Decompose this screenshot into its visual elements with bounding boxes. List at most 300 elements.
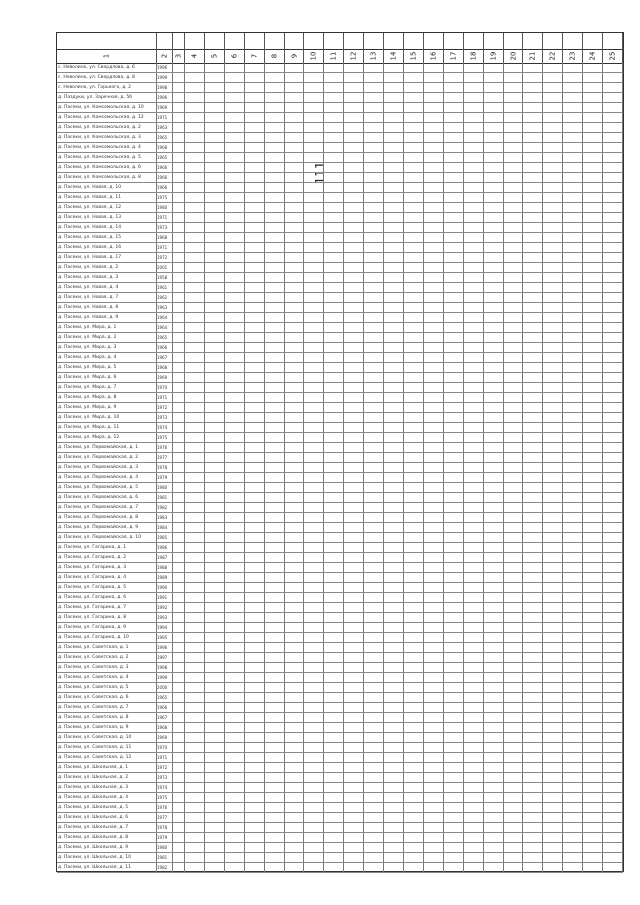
address-cell: д. Пасеки, ул. Советская, д. 7 [57,703,157,712]
table-cell [523,603,543,612]
table-cell [225,533,245,542]
table-cell [504,213,524,222]
table-cell [364,733,384,742]
year-cell: 1981 [157,493,173,502]
table-cell [523,593,543,602]
table-cell [404,383,424,392]
table-cell [185,673,205,682]
table-cell [225,373,245,382]
table-cell [404,293,424,302]
column-number [245,49,265,63]
table-cell [504,163,524,172]
table-cell [583,153,603,162]
table-cell [265,763,285,772]
table-cell [464,453,484,462]
table-cell [563,583,583,592]
year-cell: 1971 [157,393,173,402]
table-cell [304,413,324,422]
year-cell: 1981 [157,853,173,862]
table-cell [464,583,484,592]
table-cell [173,763,185,772]
table-cell [603,113,623,122]
table-cell [205,703,225,712]
address-cell: д. Пасеки, ул. Мира, д. 5 [57,363,157,372]
table-cell [484,543,504,552]
table-cell [464,703,484,712]
table-cell [523,273,543,282]
table-cell [225,413,245,422]
table-cell [304,83,324,92]
table-cell [324,863,344,872]
table-cell [504,613,524,622]
table-cell [344,463,364,472]
table-cell [543,703,563,712]
table-cell [245,153,265,162]
table-cell [484,293,504,302]
table-cell [265,313,285,322]
table-cell [583,813,603,822]
table-cell [484,423,504,432]
table-cell [205,513,225,522]
table-cell [583,453,603,462]
column-number-label: 21 [528,51,537,61]
table-cell [504,493,524,502]
table-cell [364,633,384,642]
table-cell [384,423,404,432]
table-cell [523,413,543,422]
address-cell: д. Пасеки, ул. Мира, д. 9 [57,403,157,412]
table-cell [304,503,324,512]
table-cell [444,573,464,582]
table-cell [484,513,504,522]
table-cell [464,553,484,562]
table-cell [563,73,583,82]
table-cell [364,183,384,192]
table-cell [344,613,364,622]
table-cell [344,203,364,212]
table-cell [583,513,603,522]
table-cell [444,413,464,422]
table-cell [324,523,344,532]
table-cell [484,113,504,122]
table-cell [523,233,543,242]
table-cell [484,793,504,802]
table-cell [424,103,444,112]
table-cell [185,643,205,652]
table-row [57,113,623,123]
table-cell [304,603,324,612]
table-cell [484,533,504,542]
table-cell [173,73,185,82]
address-cell: д. Пасеки, ул. Советская, д. 1 [57,643,157,652]
table-cell [185,383,205,392]
table-cell [364,83,384,92]
table-cell [245,133,265,142]
table-cell [205,443,225,452]
table-cell [563,533,583,542]
table-cell [543,143,563,152]
table-cell [173,803,185,812]
table-cell [324,683,344,692]
table-cell [364,283,384,292]
year-cell: 1978 [157,823,173,832]
table-cell [285,463,305,472]
table-cell [384,643,404,652]
table-cell [484,323,504,332]
table-cell [464,393,484,402]
table-cell [205,653,225,662]
table-cell [364,303,384,312]
table-cell [603,313,623,322]
table-cell [173,173,185,182]
table-cell [603,383,623,392]
table-cell [225,123,245,132]
table-cell [424,503,444,512]
table-cell [543,583,563,592]
table-cell [464,273,484,282]
table-cell [603,653,623,662]
table-cell [444,443,464,452]
table-cell [245,783,265,792]
address-cell: д. Пасеки, ул. Новая, д. 9 [57,313,157,322]
table-cell [384,533,404,542]
table-cell [384,833,404,842]
table-cell [523,193,543,202]
table-cell [543,563,563,572]
table-row [57,713,623,723]
table-cell [384,223,404,232]
table-cell [484,333,504,342]
address-cell: д. Пасеки, ул. Школьная, д. 5 [57,803,157,812]
table-cell [384,603,404,612]
table-cell [344,743,364,752]
table-cell [384,73,404,82]
table-cell [245,703,265,712]
table-cell [504,373,524,382]
table-cell [384,583,404,592]
table-cell [304,233,324,242]
table-cell [285,83,305,92]
table-cell [225,683,245,692]
table-cell [464,833,484,842]
table-cell [484,273,504,282]
table-cell [523,793,543,802]
table-cell [583,323,603,332]
table-cell [424,353,444,362]
year-cell: 1978 [157,463,173,472]
table-cell [444,773,464,782]
table-cell [344,223,364,232]
table-cell [324,503,344,512]
table-cell [384,523,404,532]
table-cell [185,333,205,342]
table-cell [583,863,603,872]
table-cell [583,303,603,312]
table-cell [285,143,305,152]
table-cell [344,313,364,322]
table-cell [563,453,583,462]
table-cell [265,93,285,102]
year-cell: 1979 [157,833,173,842]
table-cell [563,183,583,192]
year-cell: 1992 [157,603,173,612]
table-cell [285,713,305,722]
table-cell [583,433,603,442]
address-cell: д. Пасеки, ул. Новая, д. 16 [57,243,157,252]
table-cell [245,223,265,232]
table-cell [603,213,623,222]
table-cell [504,233,524,242]
table-row [57,513,623,523]
table-cell [265,203,285,212]
table-cell [173,483,185,492]
table-cell [523,253,543,262]
table-cell [464,573,484,582]
table-cell [563,833,583,842]
table-cell [603,853,623,862]
table-cell [304,703,324,712]
table-row [57,553,623,563]
table-cell [225,843,245,852]
table-cell [185,723,205,732]
table-cell [285,523,305,532]
table-cell [543,683,563,692]
table-cell [173,123,185,132]
table-row [57,193,623,203]
table-cell [543,663,563,672]
table-cell [304,573,324,582]
table-cell [344,333,364,342]
table-cell [444,323,464,332]
table-cell [185,653,205,662]
table-cell [205,83,225,92]
table-cell [185,123,205,132]
table-cell [543,773,563,782]
table-cell [464,323,484,332]
table-cell [404,643,424,652]
year-cell: 1966 [157,703,173,712]
table-cell [185,473,205,482]
year-cell: 1970 [157,383,173,392]
table-cell [225,143,245,152]
table-cell [185,583,205,592]
table-cell [464,253,484,262]
table-cell [464,103,484,112]
table-cell [504,523,524,532]
table-cell [265,323,285,332]
table-cell [344,323,364,332]
table-cell [285,543,305,552]
address-cell: д. Пасеки, ул. Комсомольская, д. 6 [57,163,157,172]
table-cell [444,243,464,252]
table-cell [225,733,245,742]
table-cell [543,243,563,252]
table-cell [563,593,583,602]
table-cell [404,453,424,462]
table-cell [364,193,384,202]
table-cell [285,333,305,342]
table-cell [285,103,305,112]
table-cell [603,753,623,762]
table-cell [384,203,404,212]
table-cell [444,253,464,262]
table-cell [185,803,205,812]
table-cell [364,553,384,562]
table-cell [185,683,205,692]
table-cell [424,123,444,132]
table-cell [583,213,603,222]
table-cell [484,483,504,492]
table-cell [225,453,245,462]
table-cell [563,603,583,612]
table-cell [444,493,464,502]
table-cell [173,223,185,232]
table-cell [324,203,344,212]
table-cell [484,473,504,482]
address-cell: д. Пасеки, ул. Первомайская, д. 2 [57,453,157,462]
table-cell [603,583,623,592]
table-cell [185,153,205,162]
table-cell [504,73,524,82]
table-cell [464,863,484,872]
table-cell [185,513,205,522]
table-row [57,503,623,513]
table-row [57,443,623,453]
table-cell [364,653,384,662]
year-cell: 1972 [157,253,173,262]
table-cell [285,563,305,572]
table-cell [523,283,543,292]
table-cell [265,483,285,492]
table-cell [225,813,245,822]
table-cell [543,733,563,742]
table-cell [173,443,185,452]
table-cell [285,533,305,542]
table-cell [583,703,603,712]
table-cell [324,103,344,112]
table-cell [205,453,225,462]
table-cell [484,863,504,872]
table-cell [484,663,504,672]
address-cell: д. Пасеки, ул. Первомайская, д. 4 [57,473,157,482]
column-number-label: 13 [369,51,378,61]
table-cell [583,123,603,132]
table-cell [245,423,265,432]
table-cell [344,293,364,302]
table-cell [265,843,285,852]
table-cell [543,413,563,422]
table-cell [583,163,603,172]
table-cell [464,183,484,192]
table-row [57,393,623,403]
table-cell [364,563,384,572]
table-cell [225,603,245,612]
address-cell: д. Пасеки, ул. Первомайская, д. 7 [57,503,157,512]
table-cell [173,603,185,612]
table-cell [285,383,305,392]
table-cell [225,133,245,142]
address-cell: д. Пасеки, ул. Новая, д. 2 [57,263,157,272]
column-number-label: 25 [608,51,617,61]
table-cell [344,503,364,512]
table-cell [484,833,504,842]
table-cell [245,793,265,802]
table-row [57,283,623,293]
table-cell [484,363,504,372]
table-cell [384,623,404,632]
table-cell [444,743,464,752]
table-cell [185,313,205,322]
table-cell [543,93,563,102]
table-cell [205,333,225,342]
table-cell [205,843,225,852]
table-cell [265,403,285,412]
table-cell [424,643,444,652]
table-cell [364,683,384,692]
table-cell [245,763,265,772]
table-row [57,803,623,813]
table-cell [173,413,185,422]
table-cell [543,743,563,752]
year-cell: 1967 [157,353,173,362]
table-cell [245,833,265,842]
table-cell [504,593,524,602]
table-cell [265,443,285,452]
table-cell [424,673,444,682]
year-cell: 1979 [157,473,173,482]
table-cell [245,93,265,102]
table-cell [245,813,265,822]
table-cell [523,73,543,82]
address-cell: д. Пасеки, ул. Школьная, д. 1 [57,763,157,772]
table-cell [324,553,344,562]
table-cell [424,333,444,342]
table-cell [424,653,444,662]
table-cell [404,303,424,312]
table-cell [265,823,285,832]
table-cell [304,553,324,562]
table-cell [523,183,543,192]
table-cell [285,403,305,412]
table-row [57,463,623,473]
table-cell [543,353,563,362]
table-cell [265,683,285,692]
table-cell [404,373,424,382]
table-cell [404,783,424,792]
table-cell [563,283,583,292]
table-row [57,83,623,93]
table-cell [603,163,623,172]
column-number [304,49,324,63]
table-cell [444,293,464,302]
table-cell [173,403,185,412]
year-cell: 1963 [157,123,173,132]
table-cell [563,793,583,802]
column-number-row [57,49,623,64]
table-cell [185,713,205,722]
table-cell [245,853,265,862]
table-cell [384,303,404,312]
table-cell [603,183,623,192]
table-cell [543,73,563,82]
table-cell [225,723,245,732]
table-cell [304,653,324,662]
table-cell [205,573,225,582]
table-cell [563,663,583,672]
table-cell [245,473,265,482]
table-cell [245,533,265,542]
table-cell [563,563,583,572]
